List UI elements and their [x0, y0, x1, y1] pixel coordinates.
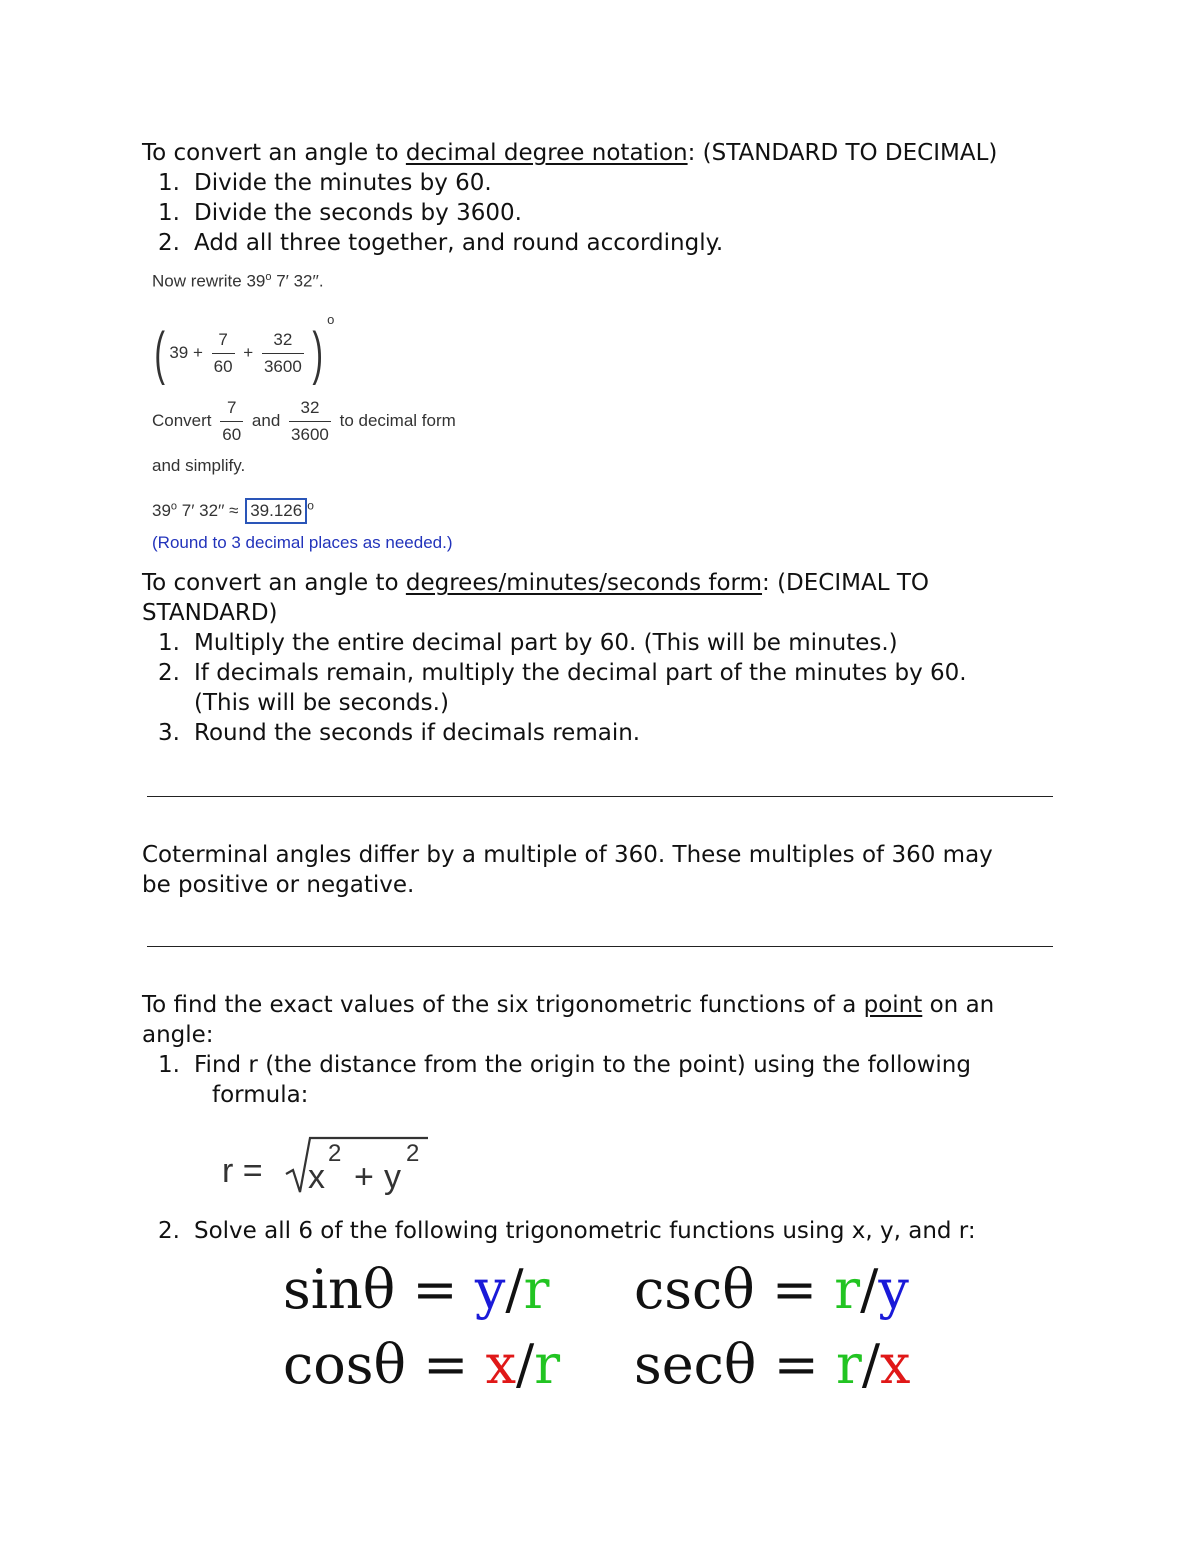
simplify-text: and simplify. — [152, 456, 246, 475]
example-expression — [150, 312, 334, 387]
section4-heading-line2: angle: — [142, 1022, 214, 1048]
example-result-line — [152, 498, 314, 524]
fraction-32-3600 — [262, 330, 304, 377]
formula-x-exponent: 2 — [328, 1140, 342, 1167]
step-number: 2. — [158, 230, 180, 256]
step-text-cont: formula: — [212, 1082, 309, 1108]
y-var: y — [878, 1258, 909, 1321]
degree-symbol: o — [307, 498, 314, 513]
formula-plus: + — [354, 1158, 374, 1196]
denominator: 60 — [212, 353, 235, 377]
formula-lhs: r = — [222, 1152, 263, 1190]
slash: / — [860, 1258, 879, 1321]
section1-heading — [142, 140, 997, 166]
step-number: 1. — [158, 630, 180, 656]
convert-text: Convert — [152, 410, 212, 430]
cos-identity — [283, 1333, 560, 1396]
r-var: r — [534, 1333, 561, 1396]
y-var: y — [474, 1258, 506, 1321]
section2-intro-text: To convert an angle to — [142, 570, 406, 596]
section4-intro-text: To find the exact values of the six trigonometric functions of a — [142, 992, 864, 1018]
point-term: point — [863, 992, 923, 1018]
section2-step-2 — [150, 660, 967, 686]
section2-step-2-cont — [150, 690, 449, 716]
section2-intro-suffix: : (DECIMAL TO — [762, 570, 929, 596]
section2-heading — [142, 570, 929, 596]
fraction-32-3600-inline — [289, 398, 331, 445]
sec-label: secθ = — [634, 1333, 836, 1396]
section4-intro-suffix: on an — [922, 992, 995, 1018]
right-paren: ) — [312, 321, 323, 387]
numerator: 7 — [218, 330, 228, 350]
formula-y-exponent: 2 — [406, 1140, 420, 1167]
csc-identity — [634, 1258, 909, 1321]
denominator: 3600 — [289, 421, 331, 445]
expr-whole: 39 + — [169, 343, 203, 362]
degree-symbol: o — [327, 312, 335, 327]
slash: / — [505, 1258, 524, 1321]
section1-step-2 — [150, 200, 522, 226]
step-text: Find r (the distance from the origin to the point) using the following — [194, 1052, 971, 1078]
numerator: 32 — [300, 398, 320, 417]
degree-symbol: o — [170, 500, 178, 513]
step-number: 3. — [158, 720, 180, 746]
to-decimal-text: to decimal form — [339, 410, 456, 430]
fraction-7-60 — [212, 330, 235, 377]
section2-step-3 — [150, 720, 640, 746]
step-text: (This will be seconds.) — [194, 690, 449, 716]
step-text: Divide the minutes by 60. — [194, 170, 492, 196]
coterminal-line-2: be positive or negative. — [142, 872, 415, 898]
answer-box[interactable]: 39.126 — [245, 498, 307, 524]
rewrite-text: Now rewrite 39 — [152, 271, 266, 291]
slash: / — [861, 1333, 881, 1396]
rewrite-suffix: 7′ 32′′. — [271, 271, 324, 291]
slash: / — [516, 1333, 535, 1396]
formula-y: y — [384, 1158, 401, 1196]
section4-heading — [142, 992, 994, 1018]
x-var: x — [880, 1333, 911, 1396]
r-var: r — [836, 1333, 862, 1396]
section4-step-2 — [150, 1218, 976, 1244]
example-rewrite-line — [152, 271, 324, 292]
step-number: 1. — [158, 170, 180, 196]
degree-symbol: o — [265, 271, 272, 283]
example-convert-line — [152, 398, 456, 445]
denominator: 60 — [220, 421, 243, 445]
plus-sign: + — [243, 343, 254, 362]
cos-label: cosθ = — [283, 1333, 486, 1396]
divider-1 — [147, 796, 1053, 797]
formula-x: x — [308, 1158, 325, 1196]
step-number: 2. — [158, 660, 180, 686]
step-text: Divide the seconds by 3600. — [194, 200, 522, 226]
step-text: Solve all 6 of the following trigonometric functions using x, y, and r: — [194, 1218, 976, 1244]
csc-label: cscθ = — [634, 1258, 835, 1321]
step-text: Add all three together, and round accordingly. — [194, 230, 724, 256]
r-var: r — [523, 1258, 550, 1321]
section4-step-1 — [150, 1052, 971, 1078]
section2-heading-line2: STANDARD) — [142, 600, 278, 626]
sec-identity — [634, 1333, 911, 1396]
section1-intro-suffix: : (STANDARD TO DECIMAL) — [687, 140, 998, 166]
step-number: 1. — [158, 200, 180, 226]
section1-intro-text: To convert an angle to — [142, 140, 406, 166]
numerator: 32 — [273, 330, 293, 350]
coterminal-line-1: Coterminal angles differ by a multiple of 360. These multiples of 360 may — [142, 842, 993, 868]
and-text: and — [251, 410, 281, 430]
r-var: r — [834, 1258, 861, 1321]
step-text: Multiply the entire decimal part by 60. (This will be minutes.) — [194, 630, 898, 656]
denominator: 3600 — [262, 353, 304, 377]
section1-step-1 — [150, 170, 492, 196]
decimal-degree-notation-term: decimal degree notation — [405, 140, 688, 166]
left-paren: ( — [154, 321, 165, 387]
sin-identity — [283, 1258, 549, 1321]
divider-2 — [147, 946, 1053, 947]
dms-form-term: degrees/minutes/seconds form — [405, 570, 763, 596]
section2-step-1 — [150, 630, 898, 656]
step-text: If decimals remain, multiply the decimal part of the minutes by 60. — [194, 660, 967, 686]
round-hint: (Round to 3 decimal places as needed.) — [152, 533, 453, 552]
sin-label: sinθ = — [283, 1258, 475, 1321]
numerator: 7 — [226, 398, 237, 417]
fraction-7-60-inline — [220, 398, 243, 445]
step-number: 1. — [158, 1052, 180, 1078]
step-number: 2. — [158, 1218, 180, 1244]
x-var: x — [485, 1333, 517, 1396]
result-degrees: 39 — [152, 501, 171, 520]
section1-step-3 — [150, 230, 723, 256]
result-text: 7′ 32′′ ≈ — [177, 501, 239, 520]
step-text: Round the seconds if decimals remain. — [194, 720, 641, 746]
